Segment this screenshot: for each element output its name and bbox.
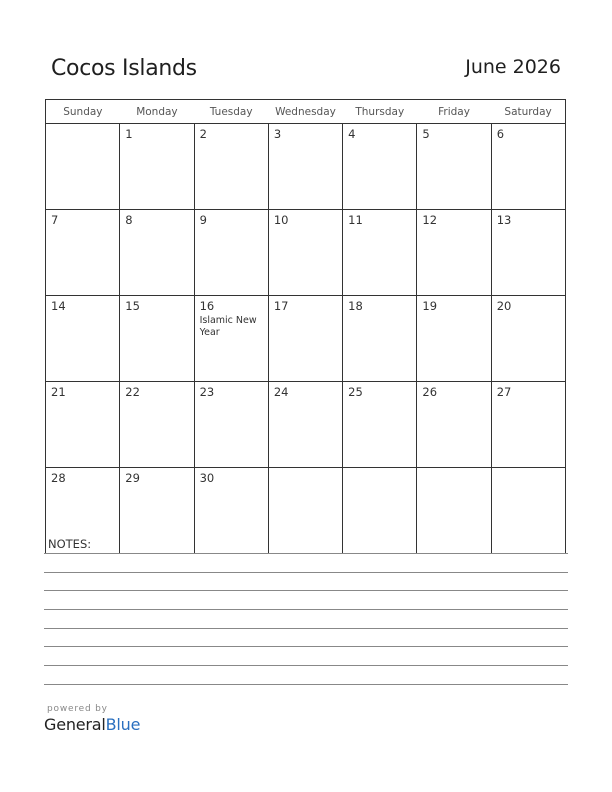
day-number: 4 [348,127,356,141]
day-cell[interactable] [120,382,194,468]
day-number: 3 [273,127,282,141]
weekday-sunday: Sunday [46,100,120,124]
day-cell[interactable] [417,468,491,554]
day-cell[interactable] [417,124,491,210]
day-cell[interactable] [46,210,120,296]
brand-blue: Blue [105,715,141,734]
powered-by-text: powered by [47,704,108,714]
day-cell[interactable] [343,296,417,382]
day-number: 5 [422,127,430,141]
calendar-grid [45,99,566,554]
day-number: 20 [496,299,512,313]
calendar-month: June 2026 [465,56,561,78]
day-number: 10 [273,213,289,227]
day-number: 19 [422,299,438,313]
day-number: 22 [125,385,140,399]
day-number: 14 [51,299,66,313]
notes-line [44,572,568,573]
day-cell[interactable] [491,468,565,554]
day-number: 18 [348,299,363,313]
weekday-header-row [46,100,566,124]
day-cell[interactable] [120,124,194,210]
day-cell[interactable] [120,468,194,554]
day-number: 8 [125,213,133,227]
day-cell[interactable] [268,210,342,296]
day-number: 2 [199,127,207,141]
weekday-saturday: Saturday [491,100,565,124]
notes-label: NOTES: [48,537,92,551]
day-cell[interactable] [194,210,268,296]
weekday-friday: Friday [417,100,491,124]
day-number: 25 [348,385,363,399]
day-cell[interactable] [417,382,491,468]
day-cell[interactable] [343,468,417,554]
day-cell[interactable] [268,296,342,382]
day-number: 29 [125,471,140,485]
day-number: 12 [422,213,438,227]
day-cell[interactable] [491,124,565,210]
weekday-tuesday: Tuesday [194,100,268,124]
calendar-title: Cocos Islands [51,56,197,81]
day-cell[interactable] [194,124,268,210]
day-number: 13 [496,213,512,227]
day-cell[interactable] [120,296,194,382]
weekday-monday: Monday [120,100,194,124]
notes-line [44,609,568,610]
weekday-wednesday: Wednesday [268,100,342,124]
day-number: 27 [496,385,512,399]
day-cell[interactable] [194,296,268,382]
day-number: 9 [199,213,207,227]
day-number: 17 [273,299,289,313]
day-cell[interactable] [46,124,120,210]
day-cell[interactable] [268,468,342,554]
brand-general: General [44,715,106,734]
generalblue-logo[interactable] [44,715,140,734]
day-number: 26 [422,385,438,399]
day-number: 6 [496,127,505,141]
holiday-label: Islamic New Year [199,315,257,338]
day-cell[interactable] [417,296,491,382]
notes-line [44,684,568,685]
day-number: 24 [273,385,289,399]
notes-line [44,628,568,629]
week-row [46,296,566,382]
day-number: 11 [348,213,363,227]
weekday-thursday: Thursday [343,100,417,124]
day-number: 1 [125,127,133,141]
day-cell[interactable] [268,382,342,468]
week-row [46,468,566,554]
week-row [46,382,566,468]
day-number: 21 [51,385,66,399]
day-cell[interactable] [343,124,417,210]
week-row [46,124,566,210]
day-cell[interactable] [417,210,491,296]
day-cell[interactable] [491,296,565,382]
notes-line [44,590,568,591]
day-cell[interactable] [343,382,417,468]
page-header [51,56,561,84]
day-cell[interactable] [491,210,565,296]
day-number: 23 [199,385,215,399]
week-row [46,210,566,296]
day-cell[interactable] [491,382,565,468]
notes-line [44,665,568,666]
day-cell[interactable] [194,468,268,554]
notes-line [44,553,568,554]
day-cell[interactable] [343,210,417,296]
day-number: 30 [199,471,215,485]
day-cell[interactable] [194,382,268,468]
footer-branding [44,704,140,734]
day-number: 16 [199,299,215,313]
notes-line [44,646,568,647]
day-number: 15 [125,299,140,313]
day-cell[interactable] [46,296,120,382]
day-cell[interactable] [46,382,120,468]
day-cell[interactable] [120,210,194,296]
day-number: 7 [51,213,59,227]
day-cell[interactable] [268,124,342,210]
day-number: 28 [51,471,66,485]
